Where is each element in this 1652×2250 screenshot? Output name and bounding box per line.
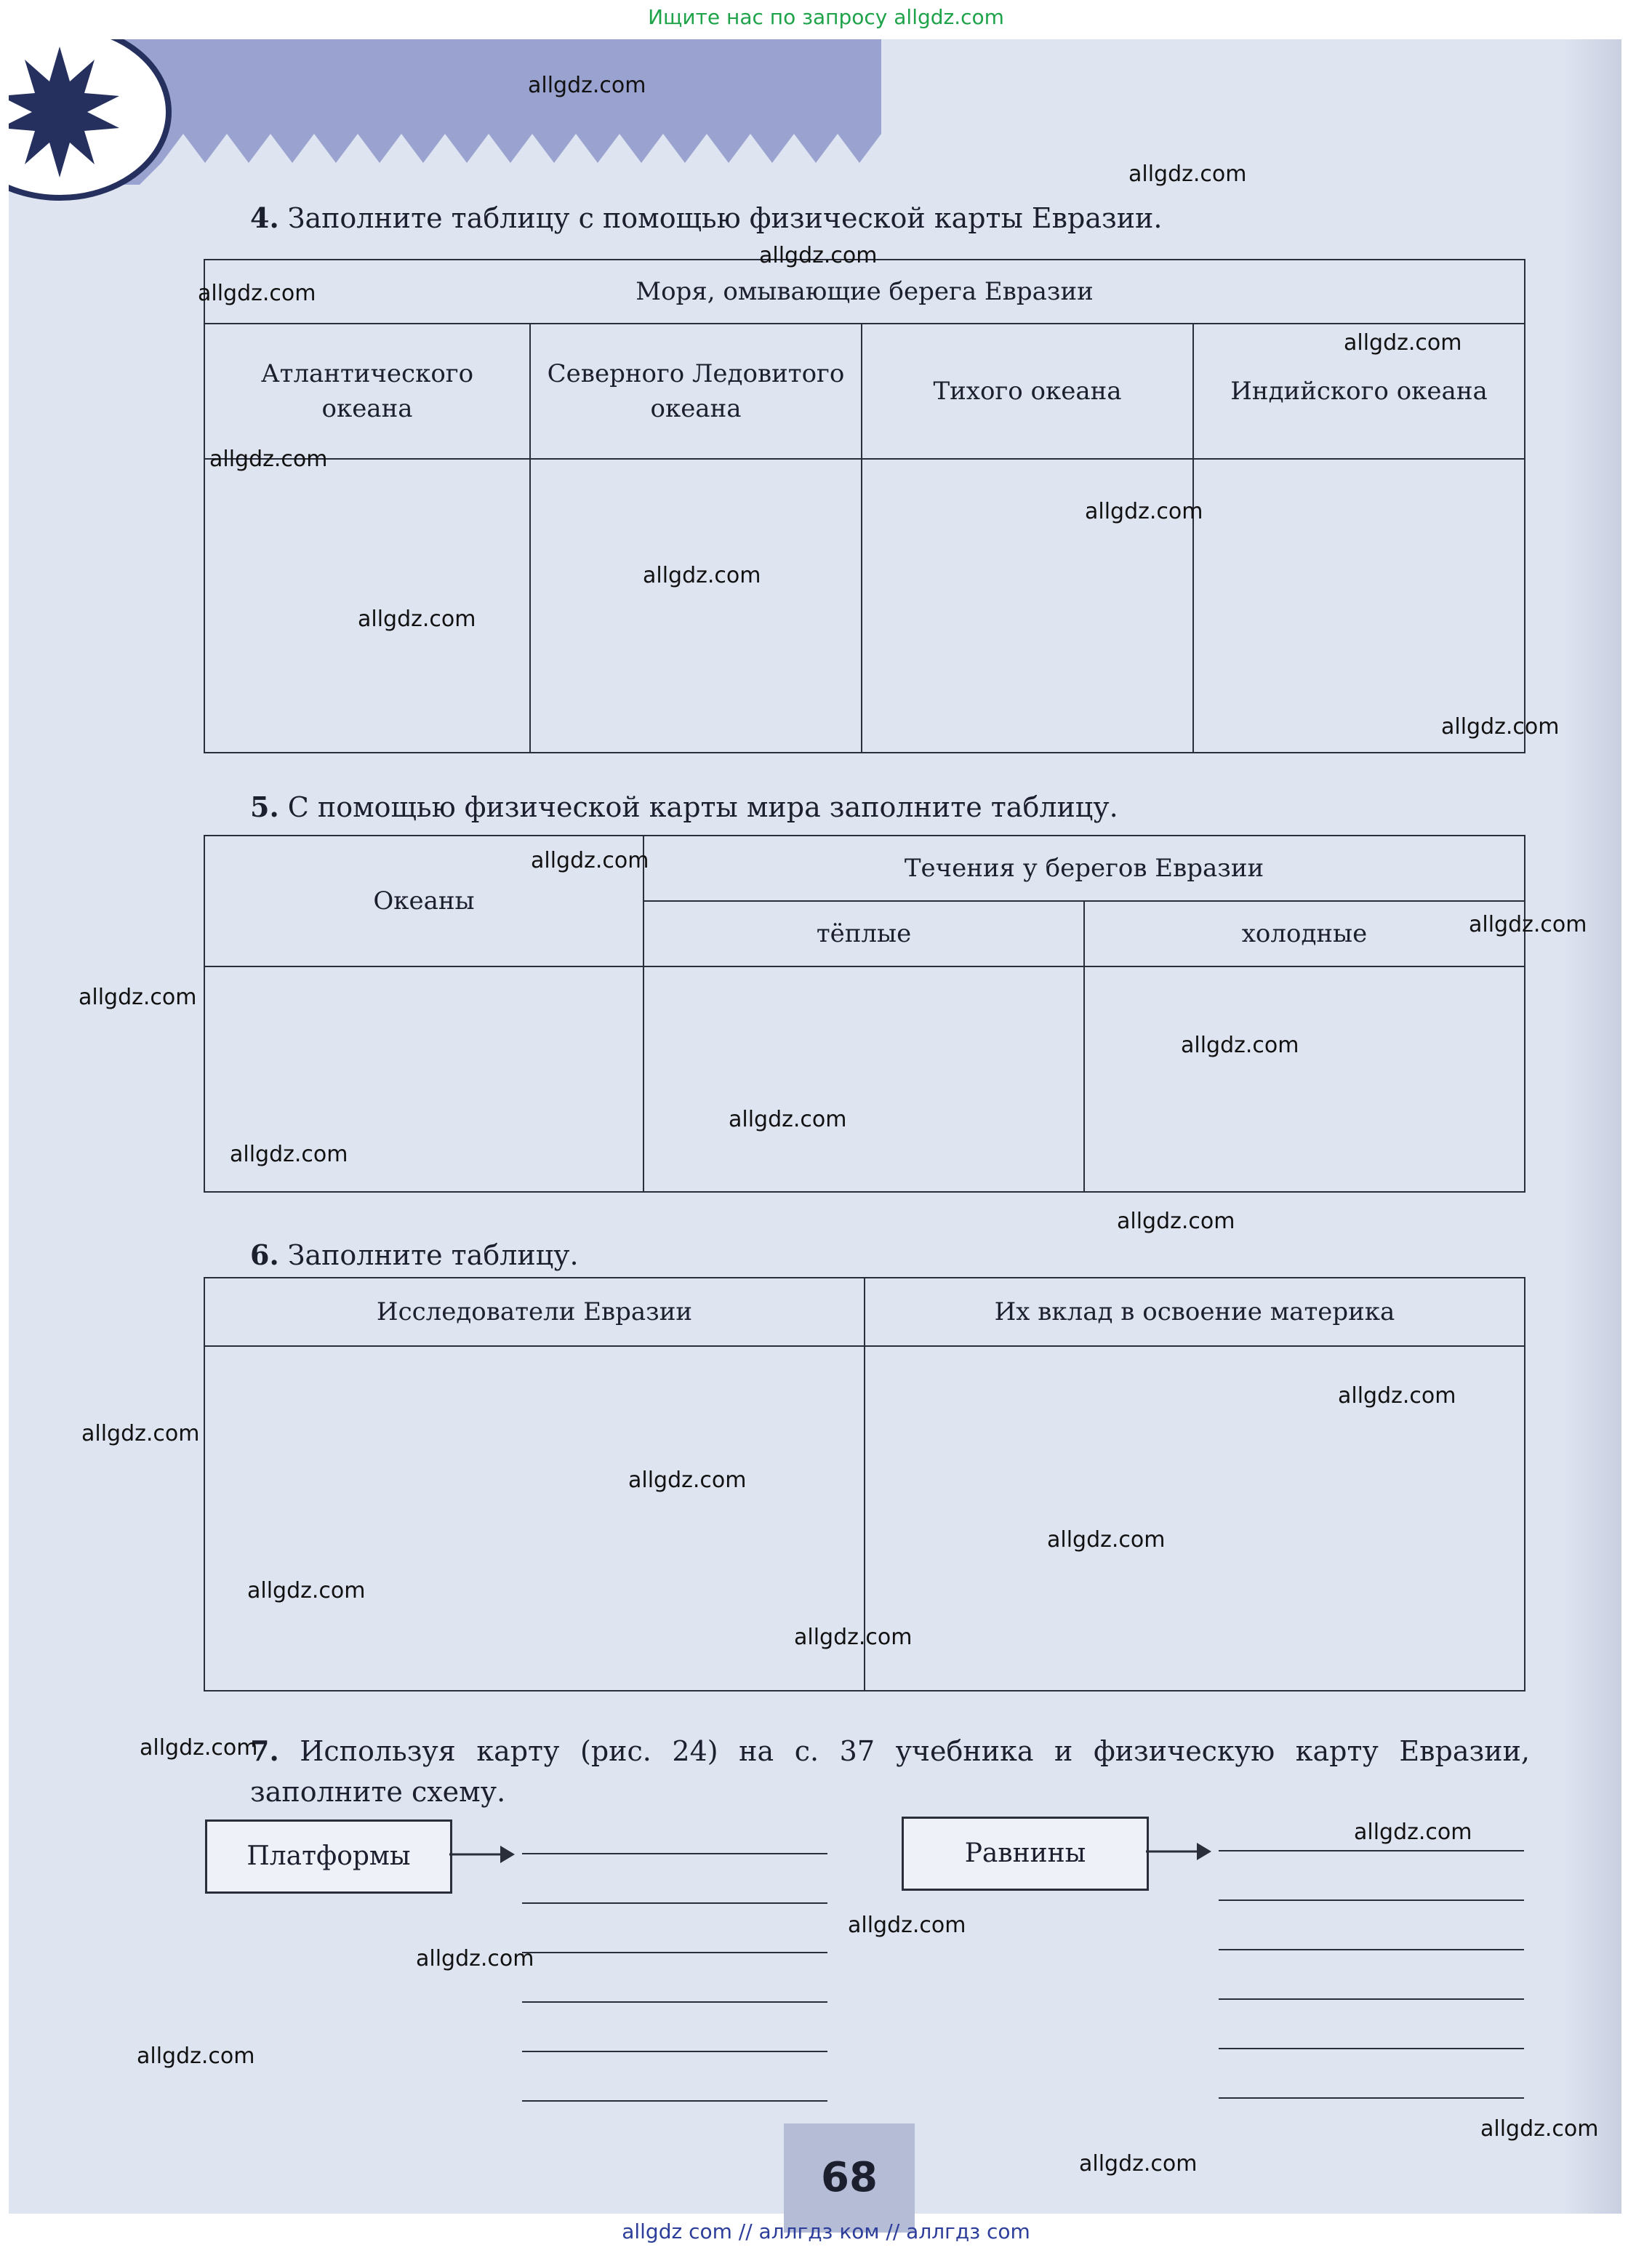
task5-answer-warm[interactable] bbox=[643, 966, 1084, 1192]
watermark: allgdz.com bbox=[628, 1468, 747, 1493]
watermark: allgdz.com bbox=[759, 243, 878, 268]
watermark: allgdz.com bbox=[81, 1421, 200, 1446]
top-banner[interactable]: Ищите нас по запросу allgdz.com bbox=[648, 5, 1004, 29]
watermark: allgdz.com bbox=[729, 1107, 847, 1132]
task5-number: 5. bbox=[250, 790, 279, 823]
watermark: allgdz.com bbox=[643, 563, 761, 588]
answer-line[interactable] bbox=[522, 1952, 827, 1953]
arrow-right-icon bbox=[1146, 1838, 1211, 1865]
watermark: allgdz.com bbox=[1128, 161, 1247, 187]
answer-line[interactable] bbox=[1219, 1899, 1524, 1901]
page-edge-shadow bbox=[1563, 39, 1621, 2214]
watermark: allgdz.com bbox=[1344, 330, 1462, 356]
task5-heading bbox=[250, 787, 1118, 828]
task4-answer-atlantic[interactable] bbox=[204, 459, 530, 753]
watermark: allgdz.com bbox=[528, 73, 646, 98]
watermark: allgdz.com bbox=[1441, 714, 1560, 740]
watermark: allgdz.com bbox=[1338, 1383, 1456, 1409]
answer-line[interactable] bbox=[522, 2051, 827, 2052]
task6-number: 6. bbox=[250, 1238, 279, 1271]
watermark: allgdz.com bbox=[1085, 499, 1203, 524]
answer-line[interactable] bbox=[1219, 2097, 1524, 2099]
watermark: allgdz.com bbox=[1181, 1033, 1299, 1058]
task5-table bbox=[204, 835, 1525, 1193]
task5-answer-cold[interactable] bbox=[1084, 966, 1525, 1192]
watermark: allgdz.com bbox=[358, 606, 476, 632]
answer-line[interactable] bbox=[522, 2001, 827, 2003]
page-number: 68 bbox=[784, 2123, 915, 2233]
bottom-banner[interactable]: allgdz com // аллгдз ком // аллгдз com bbox=[622, 2219, 1030, 2243]
task7-text: Используя карту (рис. 24) на с. 37 учебника и физическую карту Евразии, заполните схему. bbox=[250, 1735, 1530, 1808]
task4-number: 4. bbox=[250, 201, 279, 234]
task5-text: С помощью физической карты мира заполните таблицу. bbox=[287, 791, 1118, 823]
watermark: allgdz.com bbox=[137, 2043, 255, 2069]
answer-line[interactable] bbox=[522, 1853, 827, 1854]
watermark: allgdz.com bbox=[1047, 1527, 1166, 1553]
task4-heading bbox=[250, 198, 1162, 239]
task4-table bbox=[204, 259, 1525, 753]
answer-line[interactable] bbox=[1219, 1949, 1524, 1950]
task4-col-atlantic: Атлантического океана bbox=[204, 324, 530, 459]
task5-currents-header: Течения у берегов Евразии bbox=[643, 836, 1525, 901]
watermark: allgdz.com bbox=[1117, 1209, 1235, 1234]
watermark: allgdz.com bbox=[209, 447, 328, 472]
task4-answer-indian[interactable] bbox=[1193, 459, 1525, 753]
watermark: allgdz.com bbox=[1354, 1819, 1472, 1845]
task6-heading bbox=[250, 1235, 579, 1276]
answer-line[interactable] bbox=[1219, 2048, 1524, 2049]
platforms-box: Платформы bbox=[205, 1819, 452, 1894]
task6-col-contribution: Их вклад в освоение материка bbox=[865, 1278, 1525, 1346]
task5-col-warm: тёплые bbox=[643, 901, 1084, 966]
task4-answer-arctic[interactable] bbox=[530, 459, 862, 753]
task7-number: 7. bbox=[250, 1734, 279, 1767]
task5-col-oceans: Океаны bbox=[204, 836, 643, 966]
watermark: allgdz.com bbox=[794, 1625, 913, 1650]
answer-line[interactable] bbox=[1219, 1998, 1524, 2000]
task4-text: Заполните таблицу с помощью физической карты Евразии. bbox=[287, 202, 1163, 234]
watermark: allgdz.com bbox=[848, 1913, 966, 1938]
answer-line[interactable] bbox=[522, 2100, 827, 2102]
task4-col-pacific: Тихого океана bbox=[862, 324, 1193, 459]
task7-heading bbox=[250, 1731, 1530, 1812]
task4-col-arctic: Северного Ледовитого океана bbox=[530, 324, 862, 459]
watermark: allgdz.com bbox=[1480, 2116, 1599, 2142]
plains-box: Равнины bbox=[902, 1817, 1149, 1891]
watermark: allgdz.com bbox=[79, 985, 197, 1010]
task6-col-explorers: Исследователи Евразии bbox=[204, 1278, 865, 1346]
task4-col-indian: Индийского океана bbox=[1193, 324, 1525, 459]
watermark: allgdz.com bbox=[198, 281, 316, 306]
header-band bbox=[9, 39, 881, 214]
answer-line[interactable] bbox=[522, 1902, 827, 1904]
watermark: allgdz.com bbox=[230, 1142, 348, 1167]
task5-col-cold: холодные bbox=[1084, 901, 1525, 966]
watermark: allgdz.com bbox=[1469, 912, 1587, 937]
answer-line[interactable] bbox=[1219, 1850, 1524, 1851]
task6-text: Заполните таблицу. bbox=[287, 1239, 579, 1271]
watermark: allgdz.com bbox=[140, 1735, 258, 1761]
arrow-right-icon bbox=[449, 1841, 515, 1867]
watermark: allgdz.com bbox=[416, 1946, 534, 1971]
task6-answer-explorers[interactable] bbox=[204, 1346, 865, 1691]
watermark: allgdz.com bbox=[247, 1578, 366, 1604]
watermark: allgdz.com bbox=[531, 848, 649, 873]
task4-table-header: Моря, омывающие берега Евразии bbox=[204, 260, 1525, 324]
watermark: allgdz.com bbox=[1079, 2151, 1198, 2177]
